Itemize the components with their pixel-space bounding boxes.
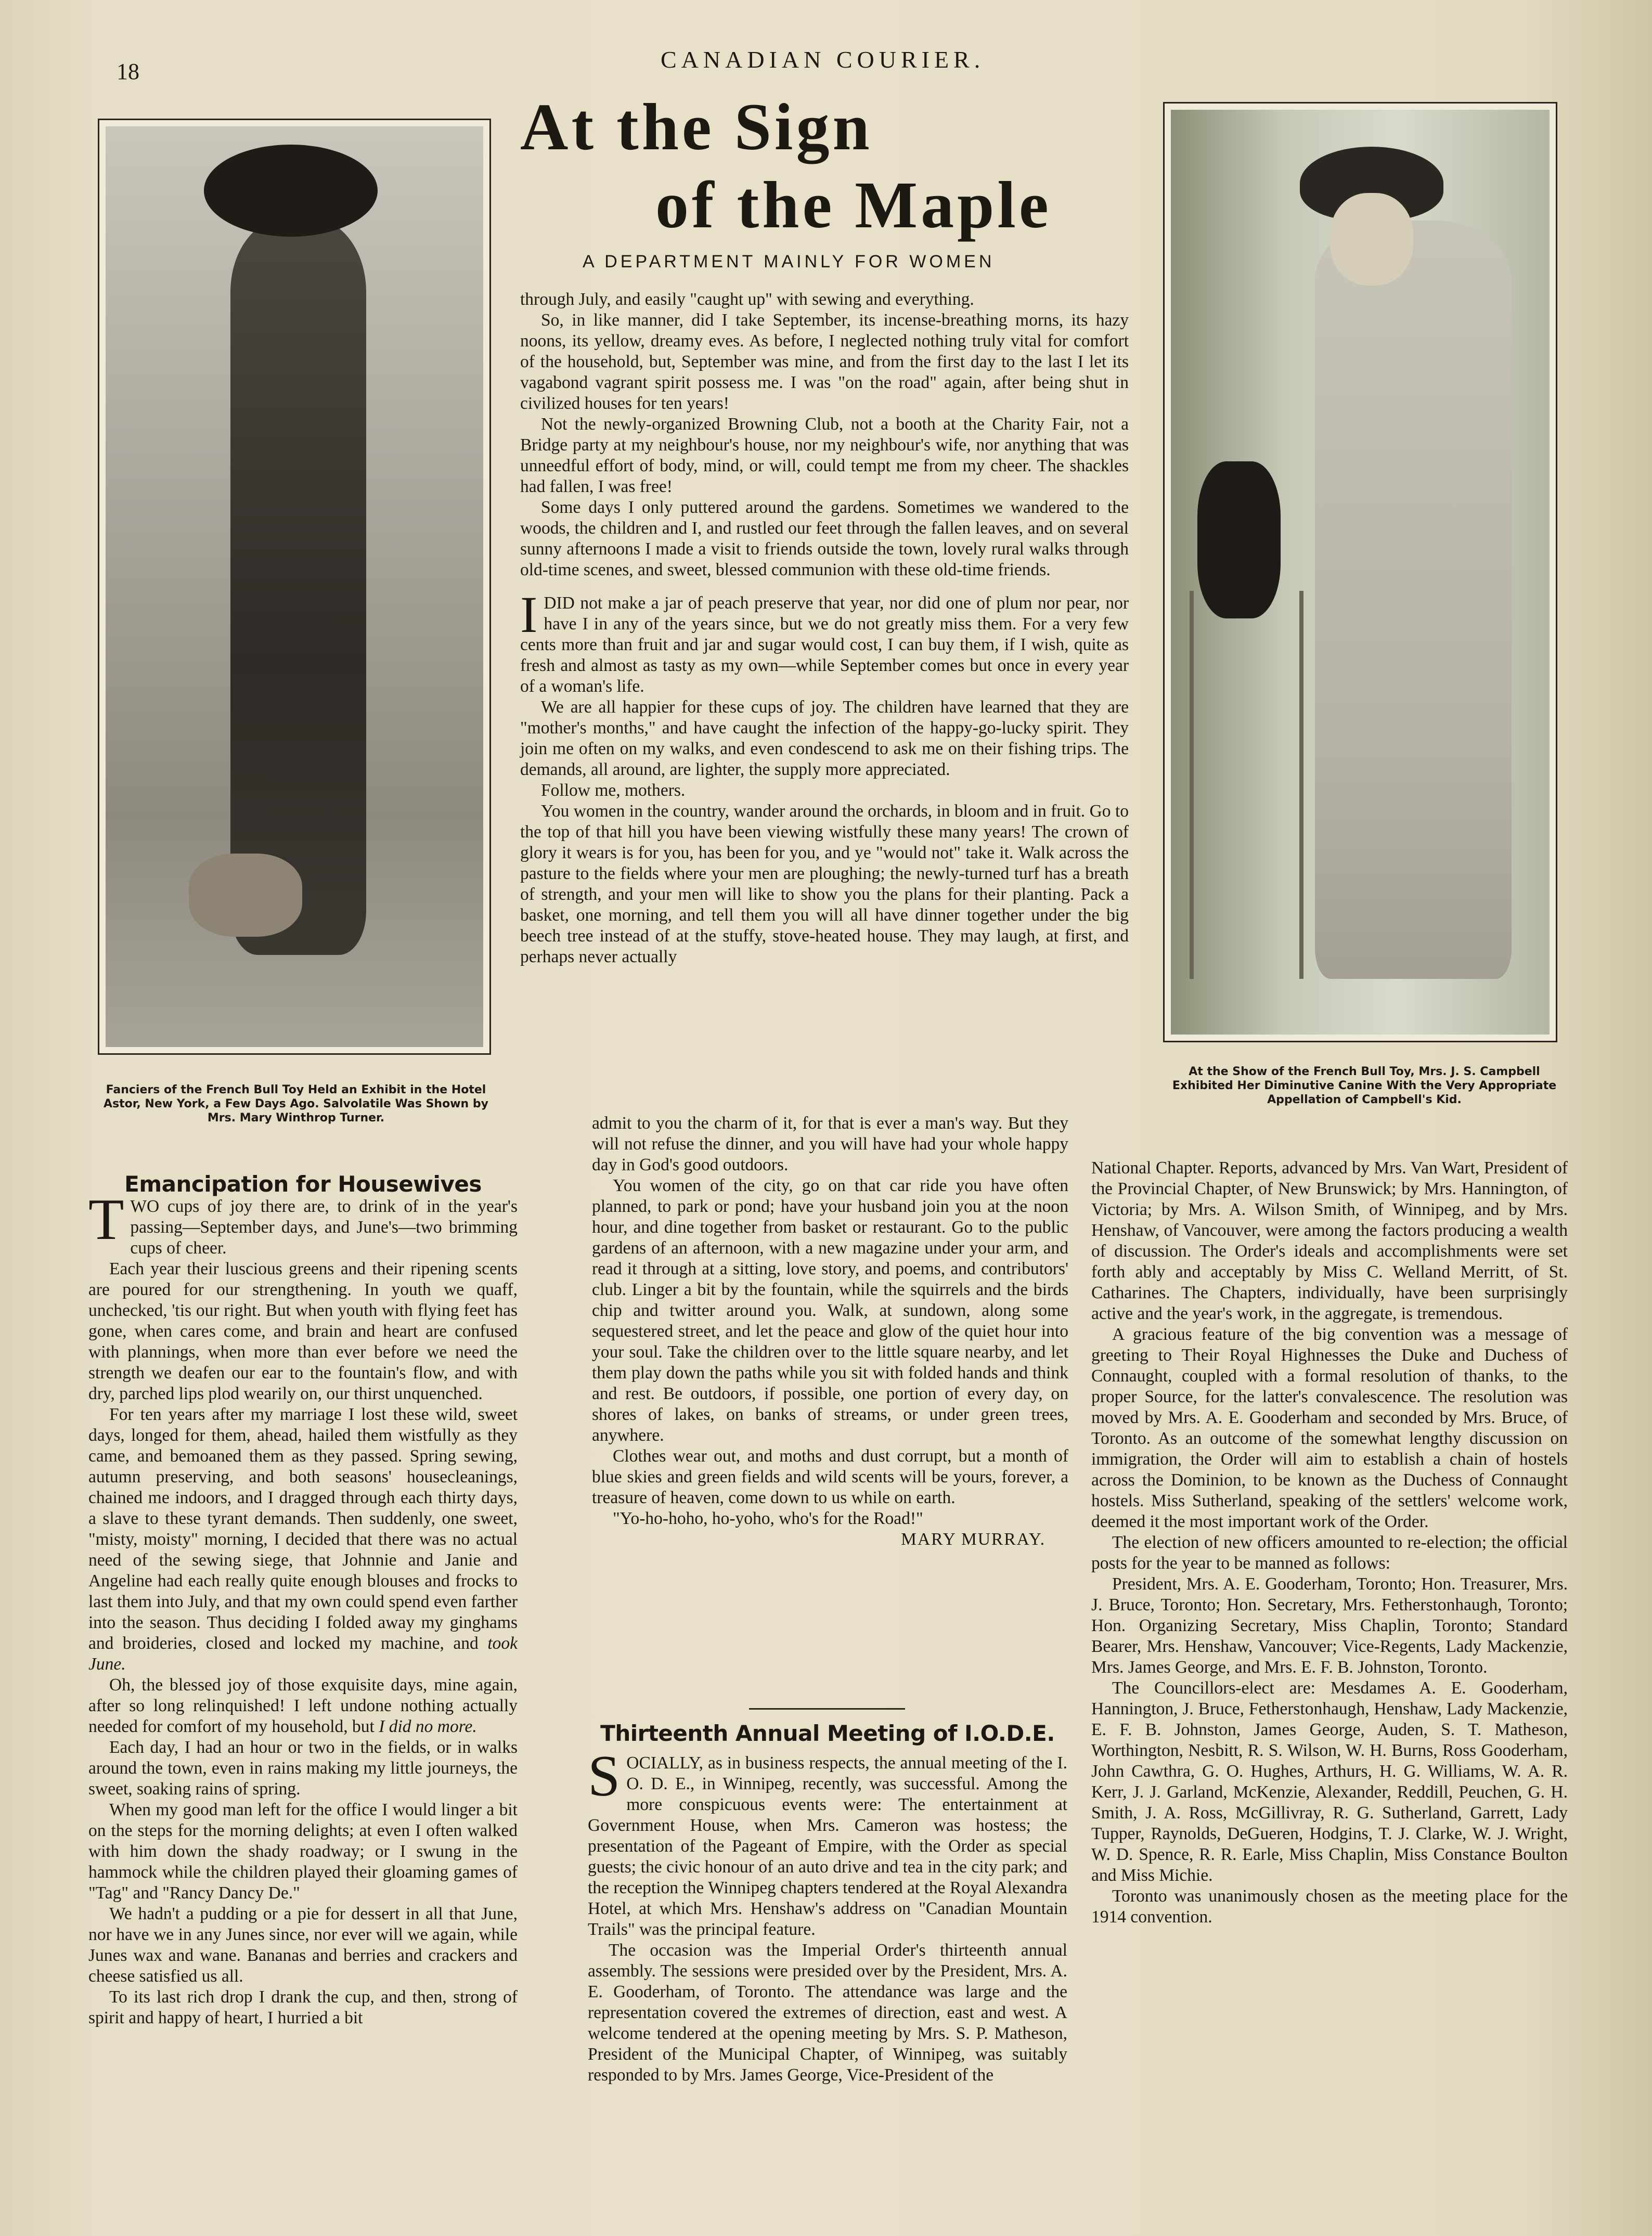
paragraph: For ten years after my marriage I lost these wild, sweet days, longed for them, ahead, hailed them wistfully as they came, and bemoaned them as they passed. Spring sewing, autumn preserving, and both seasons' housecleanings, chained me indoors, and I dragged through each thirty days, a slave to these tyrant demands. Then suddenly, one sweet, "misty, moisty" morning, I decided that there was no actual need of the sewing siege, that Johnnie and Janie and Angeline had each really quite enough blouses and frocks to last them into July, and that my own could spend even farther into the season. Thus deciding I folded away my ginghams and broideries, closed and locked my machine, and took June. [88, 1405, 518, 1674]
paragraph: President, Mrs. A. E. Gooderham, Toronto; Hon. Treasurer, Mrs. J. Bruce, Toronto; Hon. Secretary, Mrs. Fetherstonhaugh, Toronto; Hon. Organizing Secretary, Miss Chaplin, Toronto; Standard Bearer, Mrs. Henshaw, Vancouver; Vice-Regents, Lady Mackenzie, Mrs. James George, and Mrs. E. F. B. Johnston, Toronto. [1091, 1574, 1568, 1677]
paragraph: The occasion was the Imperial Order's thirteenth annual assembly. The sessions were presided over by the President, Mrs. A. E. Gooderham, of Toronto. The attendance was large and the representation covered the extremes of direction, east and west. A welcome tendered at the opening meeting by Mrs. S. P. Matheson, President of the Municipal Chapter, of Winnipeg, was suitably responded to by Mrs. James George, Vice-President of the [588, 1941, 1067, 2085]
paragraph: To its last rich drop I drank the cup, and then, strong of spirit and happy of heart, I hurried a bit [88, 1987, 518, 2027]
department-subtitle: A DEPARTMENT MAINLY FOR WOMEN [583, 252, 995, 272]
paragraph: The election of new officers amounted to re-election; the official posts for the year to be manned as follows: [1091, 1533, 1568, 1573]
paragraph: You women in the country, wander around the orchards, in bloom and in fruit. Go to the top of that hill you have been viewing wistfully these many years! The crown of glory it wears is for you, has been for you, and ye "would not" take it. Walk across the pasture to the fields where your men are ploughing; the newly-turned turf has a breath of strength, and your men will like to show you the plans for their planting. Pack a basket, one morning, and tell them you will all have dinner together under the big beech tree instead of at the stuffy, stove-heated house. They may laugh, at first, and perhaps never actually [520, 802, 1129, 966]
figure-dog [189, 854, 302, 936]
paragraph: "Yo-ho-hoho, ho-yoho, who's for the Road!" [613, 1509, 923, 1528]
paragraph: You women of the city, go on that car ride you have often planned, to park or pond; have your husband join you at the noon hour, and dine together from basket or restaurant. Go to the public gardens of an afternoon, with a new magazine under your arm, and read it through at a sitting, love story, and poems, and contributors' club. Linger a bit by the fountain, while the squirrels and the birds chip and twitter around you. Walk, at sundown, along some sequestered street, and let the peace and glow of the quiet hour into your soul. Take the children over to the little square nearby, and let them play down the paths while you sit with folded hands and think and rest. Be outdoors, if possible, one portion of every day, on shores of lakes, on banks of streams, or under green trees, anywhere. [592, 1176, 1068, 1445]
paragraph: Each year their luscious greens and their ripening scents are poured for our strengthening. In youth we quaff, unchecked, 'tis our right. But when youth with flying feet has gone, when cares come, and brain and heart are confused with plannings, when more than ever before we need the strength we deafen our ear to the fountain's flow, and with dry, parched lips plod wearily on, our thirst unquenched. [88, 1259, 518, 1403]
photo-caption-right: At the Show of the French Bull Toy, Mrs. J. S. Campbell Exhibited Her Diminutive Canine With the Very Appropriate Appellation of Campbell's Kid. [1172, 1065, 1557, 1106]
author-signature: MARY MURRAY. [901, 1530, 1046, 1549]
paragraph: We hadn't a pudding or a pie for dessert in all that June, nor have we in any Junes since, nor ever will we again, while Junes wax and wane. Bananas and berries and crackers and cheese satisfied us all. [88, 1904, 518, 1986]
figure-dress [230, 218, 366, 955]
paragraph: Clothes wear out, and moths and dust corrupt, but a month of blue skies and green fields and wild scents will be yours, forever, a treasure of heaven, come down to us while on earth. [592, 1446, 1068, 1507]
drop-cap: I [520, 586, 538, 643]
paragraph: SOCIALLY, as in business respects, the annual meeting of the I. O. D. E., in Winnipeg, recently, was successful. Among the more conspicuous events were: The entertainment at Government House, when Mrs. Cameron was hostess; the presentation of the Pageant of Empire, with the Order as special guests; the civic honour of an auto drive and tea in the city park; and the reception the Winnipeg chapters tendered at the Royal Alexandra Hotel, at which Mrs. Henshaw's address on "Canadian Mountain Trails" was the principal feature. [588, 1744, 1067, 1939]
department-title-line1: At the Sign [520, 90, 873, 164]
article2-column-center [588, 1744, 1067, 2086]
paragraph: So, in like manner, did I take September, its incense-breathing morns, its hazy noons, its yellow, dreamy eves. As before, I neglected nothing truly vital for comfort of the household, but, September was mine, and from the first day to the last I let its vagabond vagrant spirit possess me. I was "on the road" again, after being shut in civilized houses for ten years! [520, 311, 1129, 413]
publication-running-head: CANADIAN COURIER. [661, 46, 985, 73]
article-column-left [88, 1187, 518, 2028]
paragraph: Not the newly-organized Browning Club, not a booth at the Charity Fair, not a Bridge party at my neighbour's house, nor my neighbour's wife, nor anything that was unneedful effort of body, mind, or will, could tempt me from my cheer. The shackles had fallen, I was free! [520, 415, 1129, 496]
article-heading-iode: Thirteenth Annual Meeting of I.O.D.E. [600, 1721, 1055, 1746]
section-divider [749, 1708, 905, 1710]
paragraph: Each day, I had an hour or two in the fields, or in walks around the town, even in rains making my little journeys, the sweet, soaking rains of spring. [88, 1738, 518, 1799]
photo-image-left [106, 126, 483, 1047]
department-title-line2: of the Maple [655, 168, 1052, 242]
article-column-center-top [520, 289, 1129, 967]
paragraph: When my good man left for the office I would linger a bit on the steps for the morning delights; at even I often walked with him down the shady roadway; or I swung in the hammock while the children played their gloaming games of "Tag" and "Rancy Dancy De." [88, 1800, 518, 1903]
photo-image-right [1171, 110, 1550, 1035]
article-column-center-lower [592, 1113, 1068, 1550]
article2-column-right [1091, 1158, 1568, 1928]
paragraph: Toronto was unanimously chosen as the meeting place for the 1914 convention. [1091, 1886, 1568, 1927]
paragraph: admit to you the charm of it, for that is ever a man's way. But they will not refuse the dinner, and you will have had your whole happy day in God's good outdoors. [592, 1114, 1068, 1174]
drop-cap: T [88, 1187, 124, 1252]
paragraph: through July, and easily "caught up" with sewing and everything. [520, 290, 974, 309]
paragraph: We are all happier for these cups of joy. The children have learned that they are "mother's months," and have caught the infection of the happy-go-lucky spirit. They join me often on my walks, and even condescend to ask me on their fishing trips. The demands, all around, are lighter, the supply more appreciated. [520, 697, 1129, 779]
paragraph: A gracious feature of the big convention was a message of greeting to Their Royal Highnesses the Duke and Duchess of Connaught, coupled with a formal resolution of thanks, to the proper Source, for the latter's convalescence. The resolution was moved by Mrs. A. E. Gooderham and seconded by Mrs. Bruce, of Toronto. As an outcome of the somewhat lengthy discussion on immigration, the Order will aim to establish a chain of hostels across the Dominion, to be known as the Duchess of Connaught hostels. Miss Sutherland, speaking of the settlers' welcome work, deemed it the most important work of the Order. [1091, 1325, 1568, 1531]
figure-dog [1197, 461, 1281, 618]
paragraph: IDID not make a jar of peach preserve that year, nor did one of plum nor pear, nor have I in any of the years since, but we do not greatly miss them. For a very few cents more than fruit and jar and sugar would cost, I can buy them, if I wish, quite as fresh and almost as tasty as my own—while September comes but once in every year of a woman's life. [520, 586, 1129, 696]
paragraph: National Chapter. Reports, advanced by Mrs. Van Wart, President of the Provincial Chapter, of New Brunswick; by Mrs. Hannington, of Victoria; by Mrs. A. Wilson Smith, of Winnipeg, and by Mrs. Henshaw, of Vancouver, were among the factors producing a wealth of discussion. The Order's ideals and accomplishments were set forth ably and acceptably by Miss C. Welland Merritt, of St. Catharines. The Chapters, individually, have been surprisingly active and the year's work, in the aggregate, is tremendous. [1091, 1158, 1568, 1323]
page-number: 18 [117, 59, 139, 84]
drop-cap: S [588, 1744, 621, 1808]
figure-suit [1315, 221, 1512, 979]
paragraph: The Councillors-elect are: Mesdames A. E. Gooderham, Hannington, J. Bruce, Fetherstonhaugh, Henshaw, Lady Mackenzie, E. F. B. Johnston, James George, Auden, S. T. Matheson, Worthington, Nesbitt, R. S. Wilson, W. H. Burns, Ross Gooderham, John Cawthra, G. O. Hughes, Arthurs, H. G. Williams, W. A. R. Kerr, J. J. Garland, McKenzie, Alexander, Reddill, Peuchen, G. H. Smith, J. A. Ross, McGillivray, R. G. Sutherland, Garrett, Lady Tupper, Raynolds, DeGueren, Hodgins, T. J. Clarke, W. J. Wright, W. D. Spence, R. R. Earle, Miss Chaplin, Miss Constance Boulton and Miss Michie. [1091, 1678, 1568, 1885]
paragraph: Oh, the blessed joy of those exquisite days, mine again, after so long relinquished! I left undone nothing actually needed for comfort of my household, but I did no more. [88, 1675, 518, 1736]
figure-face [1330, 193, 1413, 286]
article-heading-emancipation: Emancipation for Housewives [124, 1171, 482, 1197]
figure-hat [204, 145, 378, 237]
paragraph: TWO cups of joy there are, to drink of in the year's passing—September days, and June's—two brimming cups of cheer. [88, 1187, 518, 1258]
photo-caption-left: Fanciers of the French Bull Toy Held an Exhibit in the Hotel Astor, New York, a Few Days Ago. Salvolatile Was Shown by Mrs. Mary Winthrop Turner. [104, 1083, 488, 1125]
paragraph: Some days I only puttered around the gardens. Sometimes we wandered to the woods, the children and I, and rustled our feet through the fallen leaves, and on several sunny afternoons I made a visit to friends outside the town, lovely rural walks through old-time scenes, and sweet, blessed communion with these old-time friends. [520, 498, 1129, 579]
photo-woman-with-french-bull [98, 119, 491, 1055]
figure-table [1190, 591, 1303, 979]
photo-mrs-campbell-with-dog [1163, 102, 1557, 1042]
paragraph: Follow me, mothers. [541, 781, 686, 800]
